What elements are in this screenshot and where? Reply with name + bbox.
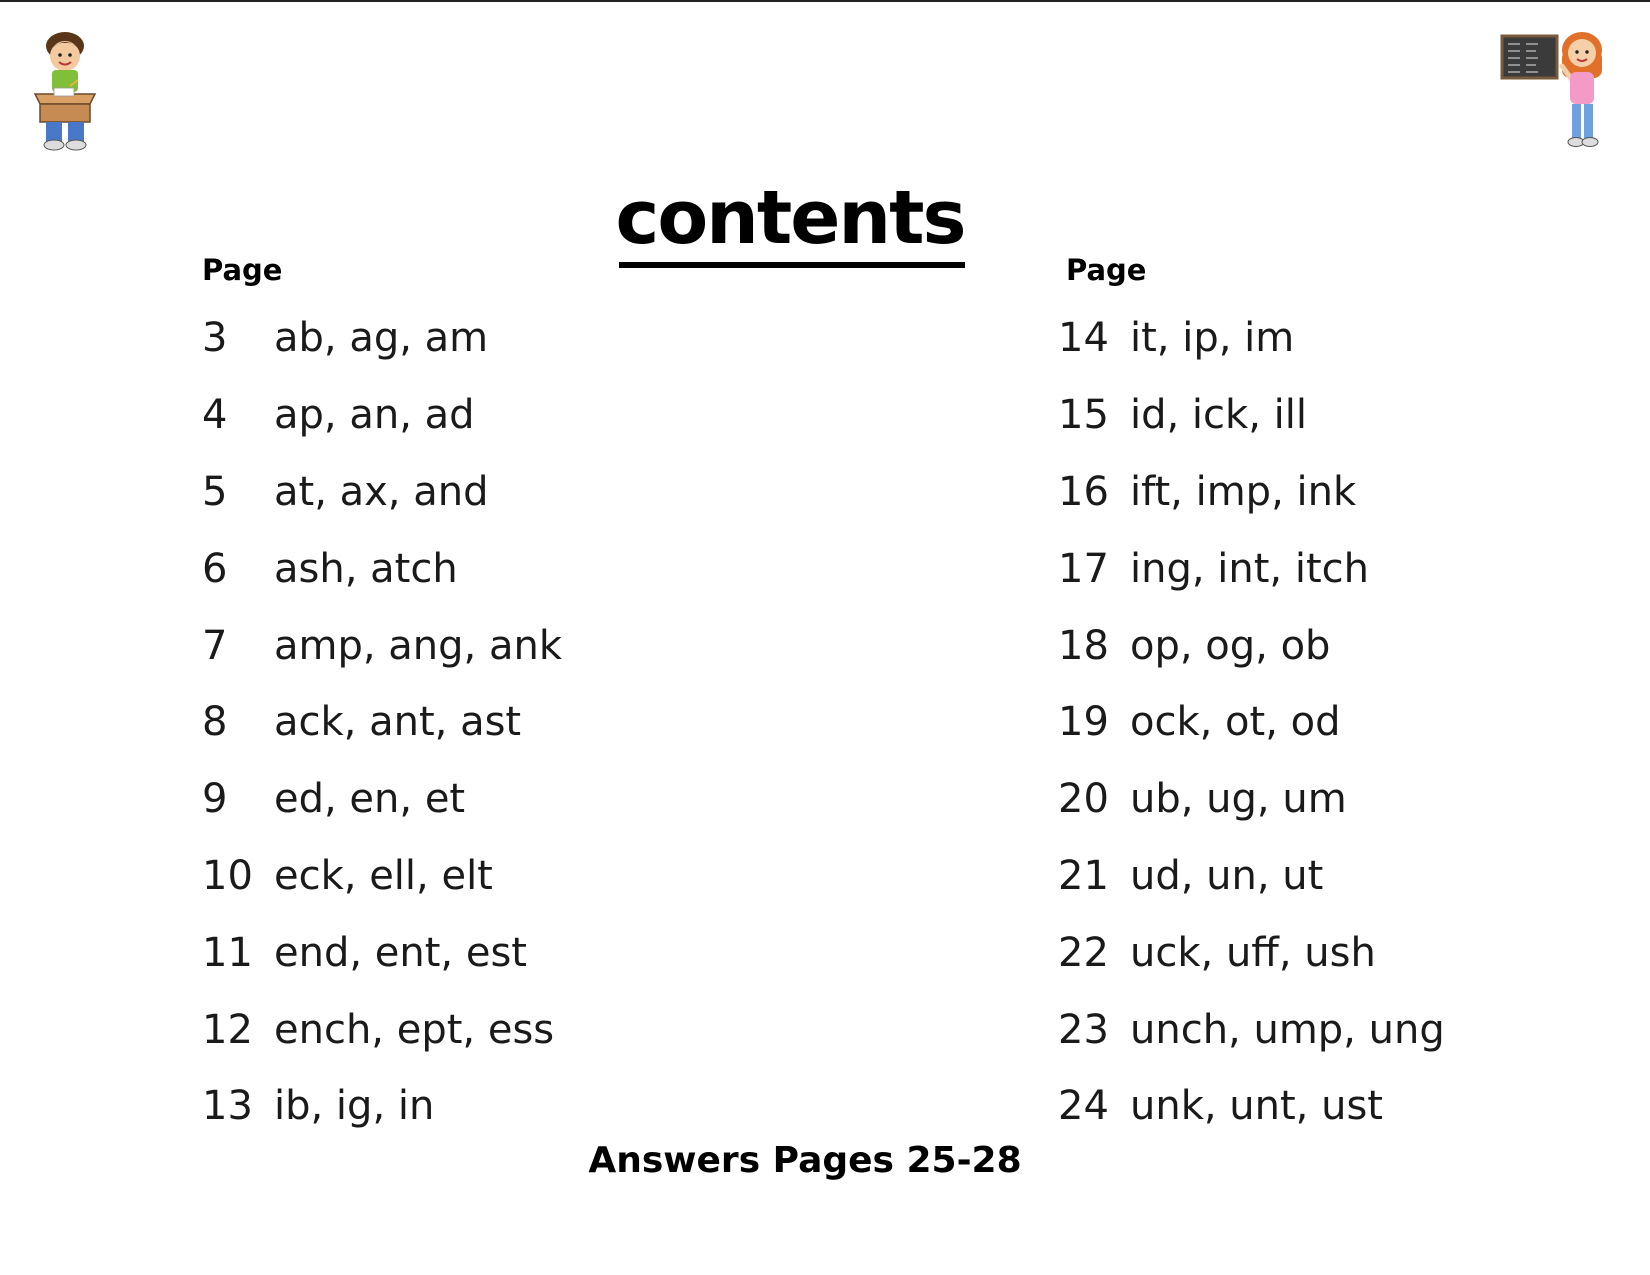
toc-entry <box>202 300 562 377</box>
toc-sounds: it, ip, im <box>1130 315 1295 362</box>
toc-page-number: 9 <box>202 776 228 823</box>
toc-page-number: 20 <box>1058 776 1109 823</box>
toc-entry <box>1058 761 1445 838</box>
toc-entry <box>202 1068 562 1145</box>
toc-page-number: 13 <box>202 1083 253 1130</box>
toc-sounds: uck, uff, ush <box>1130 929 1376 976</box>
toc-entry <box>1058 991 1445 1068</box>
toc-entry <box>202 838 562 915</box>
toc-entry <box>1058 914 1445 991</box>
toc-sounds: ed, en, et <box>274 776 466 823</box>
toc-page-number: 19 <box>1058 699 1109 746</box>
toc-sounds: eck, ell, elt <box>274 852 493 899</box>
right-toc-list <box>1058 300 1445 1145</box>
toc-sounds: ap, an, ad <box>274 392 475 439</box>
toc-page-number: 12 <box>202 1006 253 1053</box>
toc-page-number: 7 <box>202 622 228 669</box>
toc-entry <box>1058 454 1445 531</box>
toc-sounds: at, ax, and <box>274 468 489 515</box>
toc-page-number: 24 <box>1058 1083 1109 1130</box>
toc-entry <box>1058 377 1445 454</box>
toc-sounds: end, ent, est <box>274 929 527 976</box>
toc-entry <box>202 684 562 761</box>
toc-page-number: 17 <box>1058 545 1109 592</box>
top-border <box>0 0 1650 2</box>
toc-sounds: ock, ot, od <box>1130 699 1341 746</box>
toc-page-number: 8 <box>202 699 228 746</box>
toc-entry <box>1058 300 1445 377</box>
left-column-header: Page <box>202 253 283 287</box>
toc-sounds: ud, un, ut <box>1130 852 1324 899</box>
toc-entry <box>1058 530 1445 607</box>
toc-sounds: ench, ept, ess <box>274 1006 555 1053</box>
toc-page-number: 15 <box>1058 392 1109 439</box>
toc-entry <box>202 454 562 531</box>
toc-entry <box>202 914 562 991</box>
toc-entry <box>202 530 562 607</box>
toc-entry <box>202 607 562 684</box>
toc-entry <box>202 761 562 838</box>
boy-at-desk-icon <box>30 28 100 153</box>
toc-page-number: 4 <box>202 392 228 439</box>
toc-sounds: id, ick, ill <box>1130 392 1307 439</box>
toc-page-number: 10 <box>202 852 253 899</box>
toc-page-number: 23 <box>1058 1006 1109 1053</box>
toc-sounds: op, og, ob <box>1130 622 1331 669</box>
toc-page-number: 21 <box>1058 852 1109 899</box>
toc-page-number: 22 <box>1058 929 1109 976</box>
toc-sounds: unch, ump, ung <box>1130 1006 1445 1053</box>
girl-at-chalkboard-icon <box>1500 28 1615 153</box>
toc-page-number: 18 <box>1058 622 1109 669</box>
toc-entry <box>1058 1068 1445 1145</box>
toc-entry <box>1058 607 1445 684</box>
toc-page-number: 5 <box>202 468 228 515</box>
title-underline <box>619 262 965 268</box>
toc-sounds: ing, int, itch <box>1130 545 1370 592</box>
toc-sounds: ash, atch <box>274 545 458 592</box>
toc-entry <box>202 377 562 454</box>
toc-page-number: 16 <box>1058 468 1109 515</box>
toc-sounds: ack, ant, ast <box>274 699 522 746</box>
toc-sounds: ub, ug, um <box>1130 776 1347 823</box>
toc-entry <box>202 991 562 1068</box>
toc-sounds: ib, ig, in <box>274 1083 435 1130</box>
answers-footer: Answers Pages 25-28 <box>588 1140 1022 1181</box>
toc-sounds: amp, ang, ank <box>274 622 563 669</box>
toc-sounds: unk, unt, ust <box>1130 1083 1383 1130</box>
page-title: contents <box>615 175 965 261</box>
left-toc-list <box>202 300 562 1145</box>
toc-sounds: ab, ag, am <box>274 315 489 362</box>
toc-entry <box>1058 838 1445 915</box>
toc-entry <box>1058 684 1445 761</box>
right-column-header: Page <box>1066 253 1147 287</box>
toc-page-number: 6 <box>202 545 228 592</box>
toc-page-number: 11 <box>202 929 253 976</box>
toc-page-number: 3 <box>202 315 228 362</box>
toc-sounds: ift, imp, ink <box>1130 468 1357 515</box>
toc-page-number: 14 <box>1058 315 1109 362</box>
